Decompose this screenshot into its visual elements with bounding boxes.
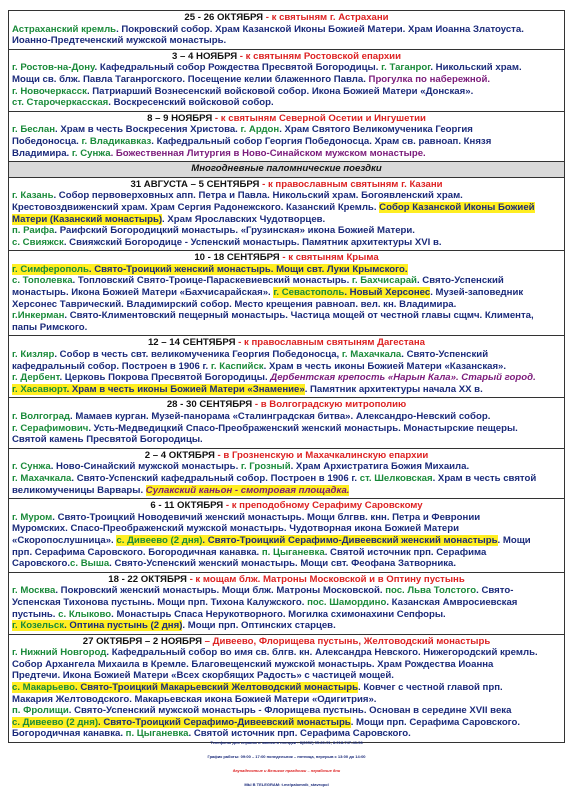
place-name: с. Свияжск <box>12 236 64 248</box>
trip-line <box>12 35 561 47</box>
description-text: Херсонес Таврический. Владимирский собор. Место крещения равноап. вел. кн. Владимира. <box>12 298 457 310</box>
trip-row <box>9 499 565 573</box>
trip-dates: 2 – 4 ОКТЯБРЯ <box>144 449 215 461</box>
trip-row <box>9 49 565 111</box>
trip-line <box>12 682 561 694</box>
trip-destination: - к святыням Крыма <box>279 252 379 264</box>
description-text: Макария Желтоводского. Макарьевская икона Божией Матери «Одигитрия». <box>12 693 377 705</box>
description-text: Успенская Тихонова пустынь. Мощи прп. Тихона Калужского. <box>12 596 308 608</box>
trip-line <box>12 609 561 621</box>
description-text: . Памятник архитектуры начала ХХ в. <box>304 383 483 395</box>
description-text: . Свято-Успенский <box>416 275 504 287</box>
description-text: . Свято-Троицкий Новодевичий женский монастырь. Мощи блгвв. кнн. Петра и Февронии <box>52 511 481 523</box>
trip-row <box>9 398 565 448</box>
description-text: . Мощи прп. Оптинских старцев. <box>182 620 336 632</box>
trip-line <box>12 535 561 547</box>
description-text: Иоанно-Предтеченский мужской монастырь. <box>12 35 227 47</box>
trip-dates: 27 ОКТЯБРЯ – 2 НОЯБРЯ <box>82 635 203 647</box>
trip-dates: 31 АВГУСТА – 5 СЕНТЯБРЯ <box>130 178 260 190</box>
description-text: . Покровский женский монастырь. Мощи блж. Матроны Московской. <box>55 585 386 597</box>
footer-schedule: График работы: 09:00 – 17:00 понедельник – пятница, перерыв с 13:00 до 14:00 <box>207 754 366 759</box>
trip-line <box>12 361 561 373</box>
place-name: с. Дивеево (2 дня) <box>12 716 99 728</box>
place-name: пос. Льва Толстого <box>385 585 477 597</box>
trip-line <box>12 717 561 729</box>
section-header-row <box>9 162 565 178</box>
place-name: г. Сунжа <box>71 147 111 159</box>
description-text: папы Римского. <box>12 321 88 333</box>
excursion-text: . Божественная Литургия в Ново-Синайском мужском монастыре. <box>110 147 426 159</box>
description-text: Мощи св. блж. Павла Таганрогского. Посещение келии блаженного Павла. <box>12 73 369 85</box>
trip-destination: - к святыням г. Астрахани <box>263 12 389 23</box>
place-name: ст. Шелковская <box>359 472 433 484</box>
footer-holidays: двунадесятые и Великие праздники – нерабочие дни <box>232 768 341 773</box>
trip-cell <box>9 336 565 398</box>
trip-dates: 3 – 4 НОЯБРЯ <box>172 50 238 62</box>
description-text: . Храм в честь Воскресения Христова. <box>55 124 241 136</box>
place-name: г. Симферополь <box>12 263 89 275</box>
description-text: . Основан в середине XVII века <box>363 705 512 717</box>
trip-line <box>12 225 561 237</box>
trip-line <box>12 512 561 524</box>
footer-telegram-link[interactable]: МЫ В TELEGRAM: t.me/palomnik_stavropol <box>244 782 329 787</box>
trip-line <box>12 659 561 671</box>
place-name: п. Фролищи <box>12 705 69 717</box>
trip-line <box>12 372 561 384</box>
description-text: . Мощи прп. Серафима Саровского. <box>350 716 521 728</box>
place-name: с. Выша <box>70 558 110 570</box>
trip-line <box>12 547 561 559</box>
trip-line <box>12 461 561 473</box>
trip-line <box>12 473 561 485</box>
trip-header <box>12 252 561 264</box>
trip-cell <box>9 111 565 161</box>
place-name: г. Казань <box>12 190 54 202</box>
excursion-text: Прогулка по набережной. <box>368 73 491 85</box>
trip-cell <box>9 448 565 498</box>
schedule-table <box>8 10 565 743</box>
description-text: . Свято-Успенский <box>401 349 489 361</box>
place-name: г. Сунжа <box>12 461 51 473</box>
description-text: . Собор первоверховных апп. Петра и Павла. Никольский храм. Богоявленский храм. <box>53 190 463 202</box>
place-name: г. Муром <box>12 511 53 523</box>
description-text: . Храм в честь святой <box>432 472 537 484</box>
description-text: великомученицы Варвары. <box>12 484 146 496</box>
place-name: г. Серафимович <box>12 422 89 434</box>
trip-dates: 18 - 22 ОКТЯБРЯ <box>108 573 187 585</box>
trip-line <box>12 585 561 597</box>
trip-destination: - к православным святыням Дагестана <box>235 337 426 349</box>
description-text: . Оптина пустынь (2 дня) <box>64 620 183 632</box>
trip-header <box>12 337 561 349</box>
description-text: . Храм Святого Великомученика Георгия <box>279 124 473 136</box>
trip-destination: - к мощам блж. Матроны Московской и в Оптину пустынь <box>186 573 465 585</box>
description-text: . Усть-Медведицкий Спасо-Преображенский женский монастырь. Монастырские пещеры. <box>88 422 518 434</box>
trip-row <box>9 448 565 498</box>
trip-line <box>12 597 561 609</box>
description-text: Собор Казанской Иконы Божией <box>379 201 535 213</box>
description-text: . Святой источник прп. Серафима Саровского. <box>188 728 411 740</box>
place-name: г. Ростов-на-Дону <box>12 62 95 74</box>
place-name: г. Ардон <box>240 124 280 136</box>
description-text: кафедральный собор. Построен в 1906 г. <box>12 360 211 372</box>
excursion-text: Сулакский каньон - смотровая площадка. <box>145 484 350 496</box>
place-name: с. Макарьево <box>12 682 75 694</box>
place-name: г. Махачкала <box>12 472 72 484</box>
trip-cell <box>9 572 565 634</box>
trip-cell <box>9 177 565 251</box>
trip-cell <box>9 49 565 111</box>
description-text: . Монастырь Спаса Нерукотворного. Могилка схимонахини Сепфоры. <box>111 608 446 620</box>
trip-line <box>12 310 561 322</box>
trip-header <box>12 113 561 125</box>
place-name: г. Хасавюрт <box>12 383 67 395</box>
place-name: п. Цыганевка <box>261 546 325 558</box>
place-name: г. Махачкала <box>341 349 402 361</box>
trip-row <box>9 251 565 336</box>
section-title: Многодневные паломнические поездки <box>9 162 565 178</box>
description-text: пустынь. <box>12 608 59 620</box>
trip-dates: 25 - 26 ОКТЯБРЯ <box>184 12 264 23</box>
trip-row <box>9 11 565 50</box>
trip-row <box>9 634 565 742</box>
place-name: г. Москва <box>12 585 56 597</box>
place-name: г. Волгоград <box>12 411 71 422</box>
trip-header <box>12 450 561 462</box>
place-name: Астраханский кремль <box>12 23 117 35</box>
place-name: п. Цыганевка <box>125 728 189 740</box>
description-text: . Свято-Троицкий Макарьевский Желтоводский монастырь <box>74 682 358 694</box>
trip-line <box>12 411 561 423</box>
trip-line <box>12 190 561 202</box>
trip-line <box>12 694 561 706</box>
trip-cell <box>9 634 565 742</box>
trip-line <box>12 349 561 361</box>
trip-destination: - в Грозненскую и Махачкалинскую епархии <box>214 449 429 461</box>
place-name: г. Севастополь <box>273 287 345 299</box>
description-text: . Храм Архистратига Божия Михаила. <box>290 461 470 473</box>
footer-phones: Телефоны для справок и записи в поездки : 8(8652) 35-80-51, 8-918-747-43-56 <box>210 740 363 745</box>
trip-header <box>12 399 561 411</box>
description-text: прп. Серафима Саровского. Богородичная канавка. <box>12 546 262 558</box>
trip-destination: - к святыням Северной Осетии и Ингушетии <box>212 112 426 124</box>
place-name: г. Козельск <box>12 620 65 632</box>
trip-destination: - к преподобному Серафиму Саровскому <box>223 500 423 512</box>
description-text: . Ново-Синайский мужской монастырь. <box>50 461 241 473</box>
description-text: . Казанская Амвросиевская <box>386 596 518 608</box>
description-text: . Кафедральный собор во имя св. блгв. кн. Александра Невского. Нижегородский кремль. <box>106 647 538 659</box>
description-text: «Скоропослушница». <box>12 534 117 546</box>
trip-line <box>12 264 561 276</box>
footer <box>0 736 573 792</box>
trip-line <box>12 434 561 446</box>
trip-line <box>12 148 561 160</box>
description-text: . Свято-Успенский женский монастырь. Мощи свт. Феофана Затворника. <box>109 558 457 570</box>
place-name: г. Кизляр <box>12 349 55 361</box>
trip-line <box>12 423 561 435</box>
place-name: г. Нижний Новгород <box>12 647 107 659</box>
description-text: . Мамаев курган. Музей-панорама «Сталинградская битва». Александро-Невский собор. <box>70 411 491 422</box>
place-name: с. Тополевка <box>12 275 73 287</box>
trip-dates: 6 - 11 ОКТЯБРЯ <box>150 500 224 512</box>
description-text: . Свято-Троицкий женский монастырь. Мощи свт. Луки Крымского. <box>88 263 408 275</box>
description-text: . Музей-заповедник <box>430 287 524 299</box>
place-name: г. Грозный <box>240 461 291 473</box>
description-text: . Святой источник прп. Серафима <box>324 546 487 558</box>
description-text: . Свято-Троицкий Серафимо-Дивеевский монастырь <box>98 716 351 728</box>
place-name: п. Раифа <box>12 225 55 237</box>
description-text: . Церковь Покрова Пресвятой Богородицы. <box>59 372 271 384</box>
trip-destination: - к православным святыням г. Казани <box>259 178 443 190</box>
trip-dates: 12 – 14 СЕНТЯБРЯ <box>147 337 236 349</box>
place-name: г. Владикавказ <box>81 135 152 147</box>
trip-line <box>12 136 561 148</box>
trip-line <box>12 202 561 214</box>
trip-line <box>12 485 561 497</box>
trip-line <box>12 275 561 287</box>
description-text: Владимира. <box>12 147 72 159</box>
description-text: . Свято-Успенский мужской монастырь - Флорищева пустынь <box>68 705 364 717</box>
trip-line <box>12 86 561 98</box>
description-text: . Свято-Успенский кафедральный собор. Построен в 1906 г. <box>71 472 360 484</box>
trip-destination: – Дивеево, Флорищева пустынь, Желтоводский монастырь <box>202 635 491 647</box>
trip-line <box>12 384 561 396</box>
trip-line <box>12 74 561 86</box>
description-text: Муромских. Спасо-Преображенский мужской монастырь. Чудотворная икона Божией Матери <box>12 523 460 535</box>
description-text: . Свято-Троицкий Серафимо-Дивеевский женский монастырь <box>202 534 498 546</box>
place-name: г. Новочеркасск <box>12 85 87 97</box>
description-text: . Мощи <box>497 534 531 546</box>
trip-line <box>12 97 561 109</box>
description-text: . Свято-Климентовский пещерный монастырь. Частица мощей от честной главы сщмч. Климента, <box>64 310 534 322</box>
trip-row <box>9 177 565 251</box>
trip-line <box>12 124 561 136</box>
description-text: Собор Архангела Михаила в Кремле. Благовещенский мужской монастырь. Храм Рождества Иоанна <box>12 658 494 670</box>
trip-header <box>12 179 561 191</box>
trip-line <box>12 620 561 632</box>
description-text: . Новый Херсонес <box>344 287 431 299</box>
description-text: . Раифский Богородицкий монастырь. «Грузинская» икона Божией Матери. <box>54 225 415 237</box>
description-text: . Воскресенский войсковой собор. <box>108 97 274 109</box>
trip-line <box>12 24 561 36</box>
description-text: . Собор в честь свт. великомученика Георгия Победоносца, <box>54 349 342 361</box>
description-text: Победоносца. <box>12 135 82 147</box>
trip-destination: - к святыням Ростовской епархии <box>237 50 401 62</box>
description-text: Предтечи. Икона Божией Матери «Всех скорбящих Радость» с частицей мощей. <box>12 670 394 682</box>
trip-dates: 8 – 9 НОЯБРЯ <box>147 112 213 124</box>
trip-header <box>12 500 561 512</box>
description-text: . Свято- <box>476 585 514 597</box>
trip-line <box>12 322 561 334</box>
trip-line <box>12 214 561 226</box>
trip-header <box>12 574 561 586</box>
description-text: . Топловский Свято-Троице-Параскевиевский монастырь. <box>72 275 352 287</box>
trip-line <box>12 299 561 311</box>
place-name: г. Каспийск <box>210 360 264 372</box>
description-text: . Никольский храм. <box>430 62 522 74</box>
trip-cell <box>9 11 565 50</box>
trip-header <box>12 636 561 648</box>
excursion-text: Дербентская крепость «Нарын Кала». Старый город. <box>270 372 536 384</box>
place-name: с. Клыково <box>58 608 112 620</box>
trip-line <box>12 523 561 535</box>
trip-line <box>12 237 561 249</box>
place-name: г. Дербент <box>12 372 60 384</box>
description-text: . Храм в честь иконы Божией Матери «Казанская». <box>263 360 507 372</box>
place-name: г. Бахчисарай <box>351 275 417 287</box>
place-name: с. Дивеево (2 дня) <box>116 534 203 546</box>
place-name: г.Инкерман <box>12 310 65 322</box>
trip-header <box>12 12 561 24</box>
trip-cell <box>9 251 565 336</box>
trip-cell <box>9 398 565 448</box>
description-text: . Кафедральный собор Рождества Пресвятой Богородицы. <box>94 62 382 74</box>
trip-destination: - в Волгоградскую митрополию <box>252 399 407 411</box>
place-name: г. Беслан <box>12 124 56 136</box>
description-text: Богородичная канавка. <box>12 728 126 740</box>
description-text: Саровского. <box>12 558 71 570</box>
description-text: . Кафедральный собор Георгия Победоносца. Храм св. равноап. Князя <box>151 135 492 147</box>
description-text: . Свияжский Богородице - Успенский монастырь. Памятник архитектуры XVI в. <box>63 236 442 248</box>
trip-row <box>9 111 565 161</box>
description-text: Святой камень Пресвятой Богородицы. <box>12 434 203 446</box>
trip-line <box>12 287 561 299</box>
trip-row <box>9 336 565 398</box>
trip-header <box>12 51 561 63</box>
description-text: Крестовоздвиженский храм. Храм Сергия Радонежского. Казанский Кремль. <box>12 201 380 213</box>
description-text: монастырь. Икона Божией Матери «Бахчисарайская». <box>12 287 274 299</box>
description-text: Матери (Казанский монастырь) <box>12 213 163 225</box>
place-name: ст. Старочеркасская <box>12 97 109 109</box>
trip-dates: 28 - 30 СЕНТЯБРЯ <box>166 399 253 411</box>
trip-line <box>12 705 561 717</box>
trip-dates: 10 - 18 СЕНТЯБРЯ <box>194 252 280 264</box>
trip-line <box>12 62 561 74</box>
place-name: г. Таганрог <box>381 62 431 74</box>
description-text: . Покровский собор. Храм Казанской Иконы Божией Матери. Храм Иоанна Златоуста. <box>116 23 524 35</box>
schedule-page <box>8 10 565 743</box>
trip-cell <box>9 499 565 573</box>
place-name: пос. Шамордино <box>307 596 387 608</box>
trip-line <box>12 670 561 682</box>
trip-line <box>12 647 561 659</box>
description-text: . Ковчег с честной главой прп. <box>358 682 503 694</box>
trip-row <box>9 572 565 634</box>
trip-line <box>12 558 561 570</box>
description-text: . Храм в честь иконы Божией Матери «Знамение» <box>66 383 305 395</box>
description-text: . Патриарший Вознесенский войсковой собор. Икона Божией Матери «Донская». <box>86 85 474 97</box>
description-text: . Храм Ярославских Чудотворцев. <box>162 213 326 225</box>
